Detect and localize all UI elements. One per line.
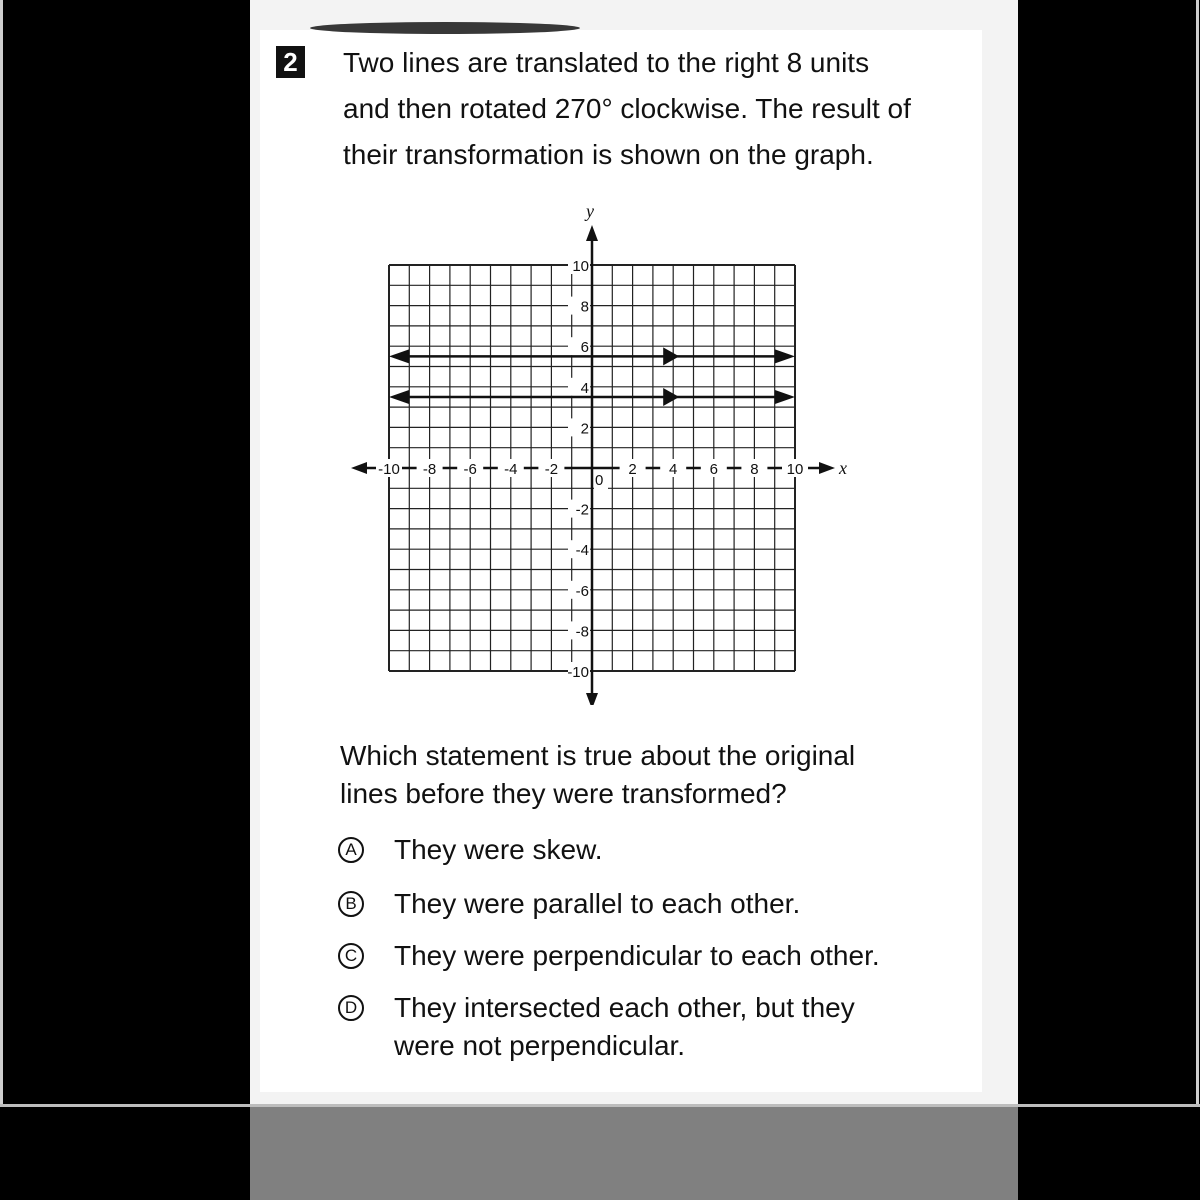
choice-b-bubble[interactable]: B — [338, 891, 364, 917]
series-arrow-right-2 — [775, 390, 795, 404]
series-arrow-left-1 — [389, 349, 409, 363]
y-tick-label: 8 — [580, 298, 589, 316]
choice-d-text-line-2: were not perpendicular. — [394, 1030, 686, 1061]
question-line-3: their transformation is shown on the graph. — [343, 139, 874, 170]
prompt-line-2: lines before they were transformed? — [340, 778, 787, 809]
y-tick-label: -6 — [575, 582, 589, 600]
y-tick-label: -10 — [567, 664, 589, 681]
choice-c-text: They were perpendicular to each other. — [394, 940, 880, 971]
x-tick-label: 6 — [709, 461, 718, 478]
series-arrow-mid-1 — [663, 347, 679, 365]
x-tick-label: -4 — [504, 461, 518, 478]
y-tick-label: 10 — [572, 258, 589, 275]
x-axis-label: x — [839, 458, 847, 478]
question-text — [343, 40, 983, 178]
x-tick-label: 2 — [628, 461, 637, 478]
choice-c-bubble[interactable]: C — [338, 943, 364, 969]
y-tick-label: 4 — [580, 379, 589, 397]
choice-d-text: They intersected each other, but they — [394, 992, 855, 1023]
right-edge — [1196, 0, 1199, 1105]
prompt-line-1: Which statement is true about the original — [340, 740, 856, 771]
x-tick-label: -8 — [422, 461, 437, 478]
choice-d-bubble[interactable]: D — [338, 995, 364, 1021]
series-arrow-left-2 — [389, 390, 409, 404]
y-tick-label: -2 — [575, 501, 589, 519]
bottom-bar — [0, 1107, 1200, 1200]
y-tick-label: 6 — [580, 339, 589, 357]
choice-a-text: They were skew. — [394, 834, 603, 865]
x-tick-label: -6 — [463, 461, 477, 478]
question-number: 2 — [276, 46, 305, 78]
left-edge — [0, 0, 3, 1105]
x-tick-label: 10 — [786, 461, 804, 478]
prompt-text — [340, 737, 980, 813]
choice-a-bubble[interactable]: A — [338, 837, 364, 863]
origin-label: 0 — [595, 472, 604, 489]
x-tick-label: 4 — [669, 461, 678, 478]
x-axis-arrow-right — [819, 462, 835, 474]
x-tick-label: -10 — [378, 461, 400, 478]
x-tick-label: -2 — [544, 461, 559, 478]
series-arrow-mid-2 — [663, 388, 679, 406]
choice-b-text: They were parallel to each other. — [394, 888, 801, 919]
series-arrow-right-1 — [775, 349, 795, 363]
x-axis-arrow-left — [351, 462, 367, 474]
y-axis-label: y — [586, 201, 594, 221]
y-tick-label: -4 — [575, 542, 589, 560]
y-axis-arrow-down — [586, 693, 598, 705]
coordinate-graph — [330, 185, 870, 705]
y-axis-arrow-up — [586, 225, 598, 241]
question-line-1: Two lines are translated to the right 8 units — [343, 47, 870, 78]
page-top-shadow — [310, 22, 580, 34]
y-tick-label: 2 — [580, 420, 589, 438]
y-tick-label: -8 — [575, 623, 589, 641]
x-tick-label: 8 — [750, 461, 759, 478]
question-line-2: and then rotated 270° clockwise. The result of — [343, 93, 911, 124]
